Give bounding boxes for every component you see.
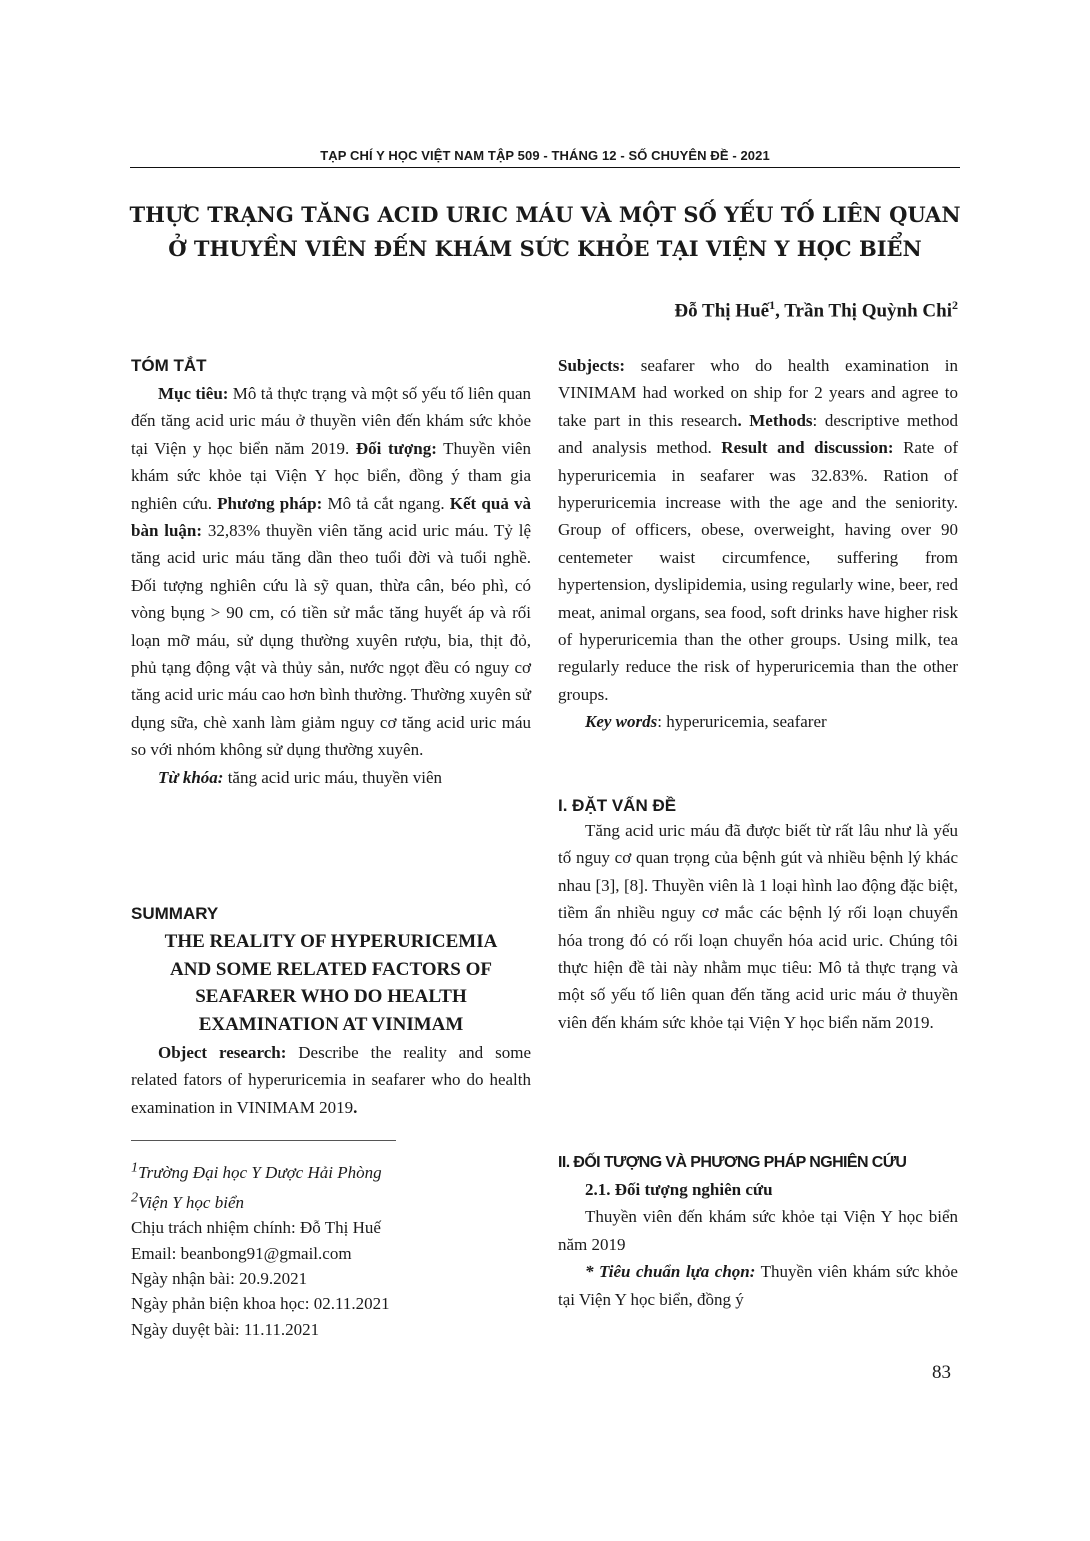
result-label: Result and discussion: (721, 438, 894, 458)
doituong-label: Đối tượng: (355, 438, 437, 458)
article-title (110, 198, 980, 266)
doituong-text: Thuyền viên khám sức khỏe tại Viện Y học biển, đồng ý tham gia nghiên cứu. (131, 438, 531, 513)
summary-title-line-4: EXAMINATION AT VINIMAM (198, 1013, 464, 1035)
section2-sub1: 2.1. Đối tượng nghiên cứu (585, 1180, 773, 1199)
page-number: 83 (932, 1362, 951, 1383)
muctieu-label: Mục tiêu: (158, 384, 229, 403)
ketqua-text: 32,83% thuyền viên tăng acid uric máu. Tỷ lệ tăng acid uric máu tăng dần theo tuổi đời và tuổi nghề. Đối tượng nghiên cứu là sỹ quan, thừa cân, béo phì, có vòng bụng > 90 cm, có tiền sử mắc tăng huyết áp và rối loạn mỡ máu, sử dụng thường xuyên rượu, bia, thịt đỏ, phủ tạng động vật và thủy sản, nước ngọt đều có nguy cơ tăng acid uric máu cao hơn bình thường. Thường xuyên sử dụng sữa, chè xanh làm giảm nguy cơ tăng acid uric máu so với nhóm không sử dụng thường xuyên. (131, 521, 532, 760)
journal-header: TẠP CHÍ Y HỌC VIỆT NAM TẬP 509 - THÁNG 12 - SỐ CHUYÊN ĐỀ - 2021 (320, 148, 770, 163)
footnote-2: Viện Y học biển (138, 1192, 244, 1212)
title-line-2: Ở THUYỀN VIÊN ĐẾN KHÁM SỨC KHỎE TẠI VIỆN Y HỌC BIỂN (168, 236, 922, 261)
subjects-text: seafarer who do health examination in VINIMAM had worked on ship for 2 years and agree to take part in this research (558, 356, 958, 430)
phuongphap-text: Mô tả cắt ngang. (322, 493, 450, 513)
summary-heading: SUMMARY (131, 904, 219, 923)
author-2-affil: 2 (952, 298, 958, 312)
footnote-reviewed: Ngày phản biện khoa học: 02.11.2021 (131, 1294, 390, 1314)
result-text: Rate of hyperuricemia in seafarer was 32.83%. Ration of hyperuricemia increase with the age and the seniority. Group of officers, obese, overweight, having over 90 centemeter waist circumfence, suffering from hypertension, dyslipidemia, using regularly wine, beer, red meat, animal organs, sea food, soft drinks have higher risk of hyperuricemia than the other groups. Using milk, tea regularly reduce the risk of hyperuricemia than the other groups. (558, 438, 958, 704)
footnote-received: Ngày nhận bài: 20.9.2021 (131, 1268, 308, 1288)
summary-title-line-2: AND SOME RELATED FACTORS OF (170, 958, 492, 980)
summary-title-line-3: SEAFARER WHO DO HEALTH (195, 986, 467, 1007)
methods-text: : descriptive method and analysis method. (558, 410, 958, 458)
summary-object (131, 1039, 531, 1121)
ketqua-label: Kết quả và bàn luận: (131, 493, 532, 541)
object-label: Object research: (158, 1043, 287, 1062)
object-end: . (353, 1097, 358, 1117)
footnotes (131, 1155, 551, 1342)
object-text: Describe the reality and some related fators of hyperuricemia in seafarer who do health examination in VINIMAM 2019 (131, 1043, 531, 1117)
tukhoa-text: tăng acid uric máu, thuyền viên (223, 767, 443, 787)
title-line-1: THỰC TRẠNG TĂNG ACID URIC MÁU VÀ MỘT SỐ YẾU TỐ LIÊN QUAN (129, 202, 961, 227)
muctieu-text: Mô tả thực trạng và một số yếu tố liên quan đến tăng acid uric máu ở thuyền viên đến khám sức khỏe tại Viện y học biển năm 2019. (131, 384, 532, 458)
subjects-end: . (737, 410, 750, 430)
author-2: Trần Thị Quỳnh Chi (784, 300, 952, 322)
footnote-rule (131, 1140, 396, 1141)
tukhoa-label: Từ khóa: (158, 767, 224, 787)
footnote-email: Email: beanbong91@gmail.com (131, 1243, 352, 1263)
criteria-label: * Tiêu chuẩn lựa chọn: (585, 1262, 756, 1282)
keywords-label: Key words (585, 712, 658, 732)
authors (674, 298, 958, 322)
keywords-text: : hyperuricemia, seafarer (657, 712, 827, 732)
section2-body (558, 1176, 958, 1313)
footnote-correspondence: Chịu trách nhiệm chính: Đỗ Thị Huế (131, 1218, 381, 1238)
section1-heading: I. ĐẶT VẤN ĐỀ (558, 796, 677, 815)
section1-body (558, 817, 958, 1036)
footnote-accepted: Ngày duyệt bài: 11.11.2021 (131, 1319, 320, 1339)
tomtat-abstract (131, 380, 531, 791)
tomtat-heading: TÓM TẮT (131, 356, 207, 375)
author-1: Đỗ Thị Huế (674, 300, 770, 322)
author-1-affil: 1 (769, 298, 776, 312)
summary-title (131, 928, 531, 1038)
section2-heading: II. ĐỐI TƯỢNG VÀ PHƯƠNG PHÁP NGHIÊN CỨU (558, 1154, 907, 1171)
criteria-text: Thuyền viên khám sức khỏe tại Viện Y học biển, đồng ý (558, 1262, 958, 1309)
summary-continued (558, 352, 958, 736)
header-rule (130, 167, 960, 168)
methods-label: Methods (749, 410, 813, 430)
section2-text1: Thuyền viên đến khám sức khỏe tại Viện Y học biển năm 2019 (558, 1207, 958, 1254)
footnote-1-sup: 1 (131, 1159, 139, 1175)
subjects-label: Subjects: (558, 356, 626, 375)
author-separator: , (775, 300, 785, 322)
footnote-1: Trường Đại học Y Dược Hải Phòng (138, 1162, 382, 1182)
section1-text: Tăng acid uric máu đã được biết từ rất lâu như là yếu tố nguy cơ quan trọng của bệnh gút và nhiều bệnh lý khác nhau [3], [8]. Thuyền viên là 1 loại hình lao động đặc biệt, tiềm ẩn nhiều nguy cơ mắc các bệnh lý rối loạn chuyển hóa trong đó có rối loạn chuyển hóa acid uric. Chúng tôi thực hiện đề tài này nhằm mục tiêu: Mô tả thực trạng và một số yếu tố liên quan đến tăng acid uric máu ở thuyền viên đến khám sức khỏe tại Viện Y học biển năm 2019. (558, 821, 958, 1032)
phuongphap-label: Phương pháp: (217, 493, 323, 513)
footnote-2-sup: 2 (131, 1189, 139, 1206)
summary-title-line-1: THE REALITY OF HYPERURICEMIA (164, 931, 498, 952)
